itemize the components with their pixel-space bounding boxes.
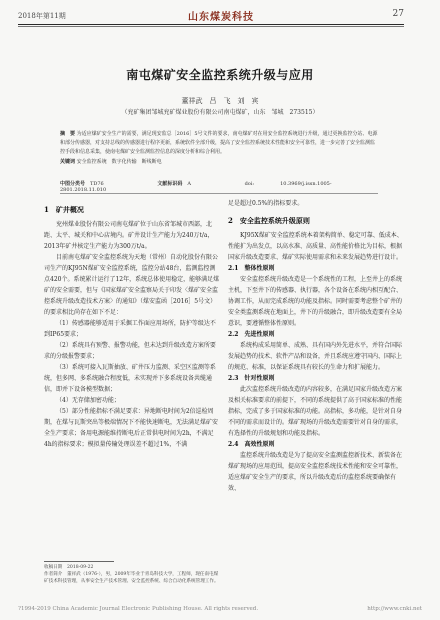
footnote	[44, 564, 220, 585]
abstract-text: 为适应煤矿安全生产的需要，满足现安监总［2016］5号文件的要求，南屯煤矿对在用安全监控系统进行升级，通过更换监控分站、电源和部分传感器，对支持总线的传感器进行程序更新，系统软件全部升级，提高了安全监控系统技术性能和安全可靠性，进一步完善了安全监测监控手段和信息采集，使南屯煤矿安全监测监控信息的深度分析和综合利用。	[60, 131, 378, 155]
abstract	[60, 130, 378, 157]
paragraph: 兖州煤业股份有限公司南屯煤矿位于山东省邹城市西部，北距、太平、城关和中心店境内。矿井设计生产能力为240万t/a，2013年矿井核定生产能力为300万t/a。	[44, 221, 214, 250]
header-rule-thin	[18, 26, 404, 27]
abstract-block	[60, 130, 378, 167]
doc-code-value: A	[187, 181, 191, 187]
doi-value: 10.3969/j.issn.1005-2801.2018.11.010	[60, 181, 332, 193]
clc-value: TD76	[90, 181, 104, 187]
journal-logo: 山东煤炭科技	[188, 12, 254, 23]
abstract-label: 摘 要	[60, 131, 76, 137]
list-item: （2）系统具有预警、报警功能，但未达到升级改造方案所要求的分级报警要求；	[44, 342, 216, 360]
keywords-text: 安全监控系统 数字化传输 断线断电	[76, 159, 162, 165]
list-item: （1）传感器能够适用于采掘工作面应用场所，防护等级达不到IP65要求；	[44, 320, 216, 338]
issue-label: 2018年第11期	[18, 12, 66, 20]
doc-code-label: 文献标识码	[157, 181, 183, 187]
article-authors: 董祥武 吕 飞 刘 宾	[181, 97, 259, 105]
keywords-label: 关键词	[60, 159, 76, 165]
article-affiliation: （兖矿集团邹城兖矿煤业股份有限公司南屯煤矿，山东 邹城 273515）	[121, 109, 319, 116]
received-date: 收稿日期 2018-09-22	[44, 565, 94, 570]
author-bio: 作者简介 董祥武（1976-），男，2009年毕业于青岛科技大学，工程师，现任南屯煤矿技术科技管理，从事安全生产技术管理、安全监控系统、综合自动化系统管理工作。	[44, 572, 219, 584]
left-column	[44, 198, 220, 450]
paragraph: 此次监控系统升级改造的内容较多，在满足国家升级改造方案及相关标准要求的前提下，不同的系统提供了高于国家标准的性能指标，完成了多于国家标准的功能。高指标，多功能，是针对自身不同的需求而设计的。煤矿现场的升级改造需要针对自身的需求，有选择性的升级规划和功能及指标。	[228, 386, 403, 437]
classification-line	[60, 180, 378, 193]
section-1-title: 1 矿井概况	[44, 205, 84, 214]
list-item: （5）部分性能指标不满足要求：异地断电时间为2倍巡检周期，在煤与瓦斯突出等极端情况下不能快速断电，无法满足煤矿安全生产要求；备用电源能维持断电后正常供电时间为2h，不满足4h的指标要求；模拟量传输处理误差不超过1%，不满	[44, 408, 219, 448]
page-number: 27	[392, 9, 404, 19]
right-column	[228, 198, 406, 494]
subsection-2-2-title: 2.2 先进性原则	[228, 331, 275, 338]
paragraph: 系统构成采用简单、成熟、具有国内外先进水平，并符合国际发展趋势的技术、软件产品和设备，并且系统应遵守国内、国际上的规范、标准，以保证系统具有较长的生命力和扩展能力。	[228, 342, 403, 371]
paragraph: 足是超过0.5%的指标要求。	[228, 200, 304, 207]
list-item: （4）无存储加密功能；	[56, 397, 120, 404]
paragraph: 安全监控系统升级改造是一个系统性的工程，上至井上的系统主机，下至井下的传感器、执行器，各个设备在系统内相互配合、协调工作，从而完成系统的功能及指标。同时需要考虑整个矿井的安全类监测系统在地面上，井下的升级融合，即升级改造要有全局意识，要遵循整体性原则。	[228, 276, 403, 327]
paragraph: 目前南屯煤矿安全监控系统为天地（常州）自动化股份有限公司生产的KJ95N煤矿安全监控系统，监控分站48台，监测监控测点420个。系统累计运行了12年，系统总体使用稳定，能够满足煤矿的安全需要，但与《国家煤矿安全监察局关于印发〈煤矿安全监控系统升级改造技术方案〉的通知》（煤安监函［2016］5号文）的要求相比尚存在如下不足：	[44, 254, 220, 316]
header-rule	[18, 24, 404, 25]
page-footer	[18, 606, 422, 612]
copyright-text: ?1994-2019 China Academic Journal Electronic Publishing House. All rights reserved.	[18, 606, 259, 612]
paragraph: 监控系统升级改造是为了提高安全监测监控新技术、新装备在煤矿现场的应用范围，提高安全监控系统技术性能和安全可靠性，适应煤矿安全生产的要求，所以升级改造后的监控系统要确保有效、	[228, 452, 403, 492]
source-url: http://www.cnki.net	[367, 606, 422, 612]
subsection-2-1-title: 2.1 整体性原则	[228, 265, 275, 272]
subsection-2-3-title: 2.3 针对性原则	[228, 375, 275, 382]
list-item: （3）系统可接入瓦斯抽放、矿井压力监测、采空区监测等系统，但多网、多系统融合程度低，未实现并下多系统设备共缆通信，即并下设备模型数据；	[44, 364, 216, 393]
section-2-title: 2 安全监控系统升级原则	[228, 216, 310, 225]
paragraph: KJ95X煤矿安全监控系统本着架构简单、稳定可靠、低成本、性能扩为出发点，以高水准、高质量、高性能价格比为目标，根据国家升级改造要求、煤矿实际使用需求和未来发展趋势进行设计。	[228, 232, 403, 261]
clc-label: 中图分类号	[60, 181, 86, 187]
keywords	[60, 158, 378, 167]
abstract-divider	[60, 193, 378, 194]
doi-label: doi:	[244, 181, 255, 187]
article-title: 南屯煤矿安全监控系统升级与应用	[126, 68, 314, 82]
subsection-2-4-title: 2.4 高效性原则	[228, 441, 275, 448]
footnote-rule	[44, 561, 114, 562]
